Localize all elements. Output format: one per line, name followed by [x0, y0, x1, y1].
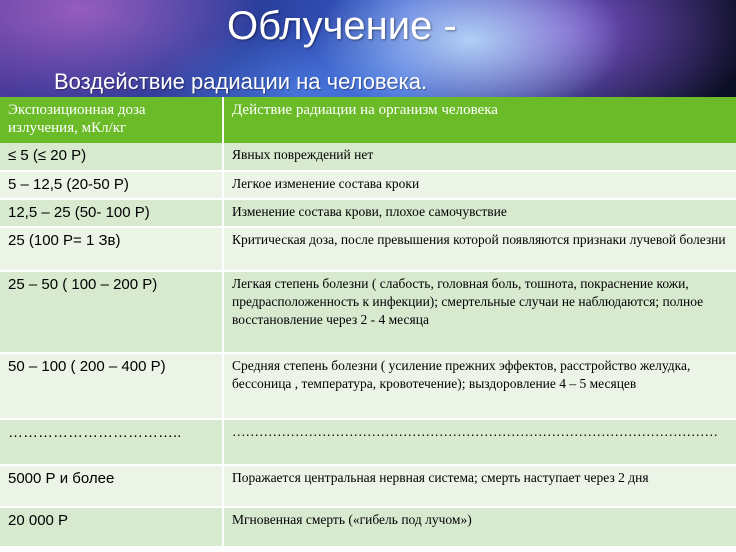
dose-cell: 25 (100 Р= 1 Зв) [0, 227, 223, 271]
table-row [0, 465, 736, 507]
table-header-row [0, 97, 736, 143]
table-row [0, 419, 736, 465]
table-row [0, 271, 736, 353]
dose-cell: 5 – 12,5 (20-50 Р) [0, 171, 223, 199]
dose-cell: 25 – 50 ( 100 – 200 Р) [0, 271, 223, 353]
effect-cell: Легкое изменение состава кроки [223, 171, 736, 199]
table-row [0, 171, 736, 199]
column-header-dose: Экспозиционная доза излучения, мКл/кг [0, 97, 223, 143]
effect-cell: Изменение состава крови, плохое самочувствие [223, 199, 736, 227]
dose-cell: 50 – 100 ( 200 – 400 Р) [0, 353, 223, 419]
effect-cell: Легкая степень болезни ( слабость, головная боль, тошнота, покраснение кожи, предрасположенность к инфекции); смертельные случаи не наблюдаются; полное восстановление через 2 - 4 месяца [223, 271, 736, 353]
column-header-effect: Действие радиации на организм человека [223, 97, 736, 143]
effect-cell: Поражается центральная нервная система; смерть наступает через 2 дня [223, 465, 736, 507]
dose-cell: 5000 Р и более [0, 465, 223, 507]
radiation-dose-table [0, 97, 736, 548]
header-banner [0, 0, 736, 98]
effect-cell: ……………………………………………………………………………………………… [223, 419, 736, 465]
slide-subtitle: Воздействие радиации на человека. [54, 69, 428, 94]
table-row [0, 507, 736, 547]
effect-cell: Средняя степень болезни ( усиление прежних эффектов, расстройство желудка, бессоница , температура, кровотечение); выздоровление 4 – 5 месяцев [223, 353, 736, 419]
effect-cell: Критическая доза, после превышения которой появляются признаки лучевой болезни [223, 227, 736, 271]
dose-cell: 12,5 – 25 (50- 100 Р) [0, 199, 223, 227]
dose-cell: 20 000 Р [0, 507, 223, 547]
slide-title: Облучение - [227, 4, 457, 48]
dose-cell: …………………………….. [0, 419, 223, 465]
dose-cell: ≤ 5 (≤ 20 Р) [0, 143, 223, 171]
table-row [0, 353, 736, 419]
table-row [0, 227, 736, 271]
effect-cell: Явных повреждений нет [223, 143, 736, 171]
effect-cell: Мгновенная смерть («гибель под лучом») [223, 507, 736, 547]
table-row [0, 143, 736, 171]
table-row [0, 199, 736, 227]
